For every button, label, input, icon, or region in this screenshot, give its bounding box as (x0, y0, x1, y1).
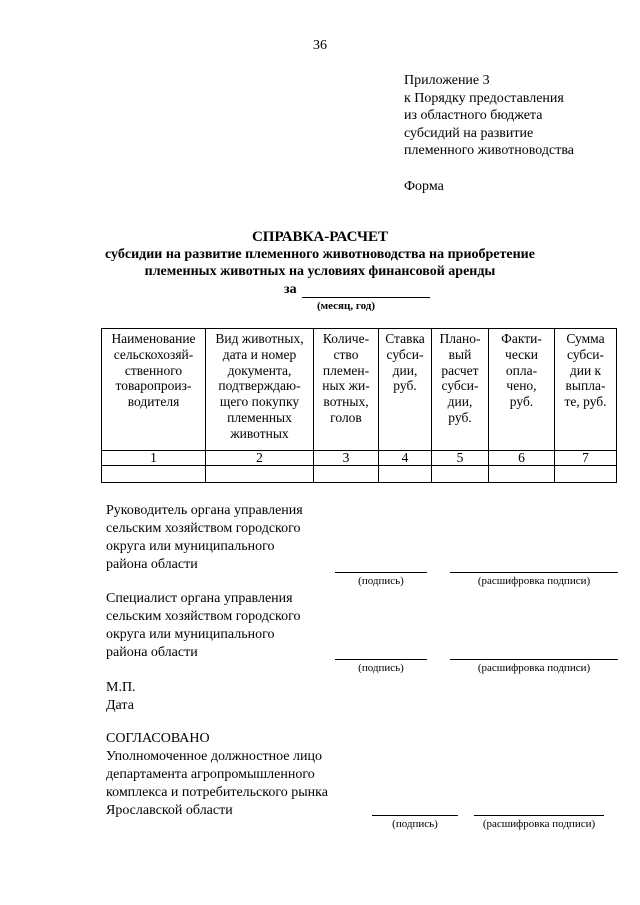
header-cell-line: щего покупку (219, 394, 300, 410)
header-cell (102, 329, 206, 451)
appendix-line: Приложение 3 (404, 73, 490, 88)
header-cell-line: вый (448, 346, 472, 362)
header-cell-line: Наименование (111, 331, 196, 346)
head-signature-line[interactable] (335, 572, 427, 573)
header-cell-line: Вид животных, (215, 331, 304, 346)
header-cell-line: сельскохозяй- (113, 346, 194, 362)
appendix-line: субсидий на развитие (404, 125, 534, 141)
header-cell-line: голов (330, 409, 362, 425)
table-cell[interactable] (555, 466, 617, 483)
column-number: 2 (206, 451, 314, 466)
header-cell-line: Плано- (439, 331, 481, 346)
header-cell-line: расчет (441, 362, 479, 378)
header-cell-line: дии, (392, 362, 418, 378)
table-cell[interactable] (432, 466, 489, 483)
text-line: Специалист органа управления (106, 591, 293, 606)
specialist-decode-line[interactable] (450, 659, 618, 660)
text-line: сельским хозяйством городского (106, 609, 301, 624)
header-cell-line: водителя (127, 394, 180, 410)
header-cell (555, 329, 617, 451)
header-cell-line: выпла- (565, 378, 606, 394)
document-subtitle-line1: субсидии на развитие племенного животноводства на приобретение (105, 247, 535, 262)
agreed-block (106, 730, 328, 820)
signature-hint: (подпись) (392, 818, 438, 830)
header-cell-line: руб. (393, 378, 417, 394)
table-data-row (102, 466, 617, 483)
column-number: 7 (555, 451, 617, 466)
text-line: округа или муниципального (106, 627, 275, 642)
column-number: 6 (489, 451, 555, 466)
header-cell-line: подтверждаю- (218, 378, 301, 394)
head-decode-line[interactable] (450, 572, 618, 573)
column-number: 1 (102, 451, 206, 466)
text-line: района области (106, 645, 198, 660)
document-title: СПРАВКА-РАСЧЕТ (251, 229, 389, 245)
calculation-table (101, 328, 617, 483)
header-cell-line: животных (230, 425, 289, 441)
appendix-block (404, 72, 624, 196)
table-number-row (102, 451, 617, 466)
specialist-signature-line[interactable] (335, 659, 427, 660)
column-number: 4 (379, 451, 432, 466)
table-cell[interactable] (379, 466, 432, 483)
agreed-heading: СОГЛАСОВАНО (106, 731, 210, 746)
appendix-line: к Порядку предоставления (404, 90, 564, 106)
header-cell-line: дии, (447, 394, 473, 410)
header-cell-line: дии к (569, 362, 602, 378)
table-cell[interactable] (314, 466, 379, 483)
header-cell-line: опла- (505, 362, 538, 378)
header-cell (432, 329, 489, 451)
official-decode-line[interactable] (474, 815, 604, 816)
date-label: Дата (106, 698, 134, 713)
text-line: комплекса и потребительского рынка (106, 785, 328, 800)
head-position-text (106, 502, 303, 574)
signature-hint: (подпись) (358, 662, 404, 674)
header-cell-line: руб. (448, 409, 472, 425)
header-cell-line: субси- (386, 346, 424, 362)
header-cell-line: документа, (227, 362, 292, 378)
period-fill-line[interactable] (302, 297, 430, 298)
text-line: Ярославской области (106, 803, 233, 818)
document-subtitle-line2: племенных животных на условиях финансовой аренды (144, 264, 496, 279)
header-cell (206, 329, 314, 451)
header-cell-line: ных жи- (322, 378, 370, 394)
appendix-line: из областного бюджета (404, 108, 543, 124)
form-label: Форма (404, 178, 444, 194)
text-line: района области (106, 557, 198, 572)
header-cell-line: дата и номер (222, 346, 297, 362)
text-line: Уполномоченное должностное лицо (106, 749, 322, 764)
stamp-date-block (106, 679, 136, 715)
header-cell-line: племен- (322, 362, 370, 378)
header-cell (379, 329, 432, 451)
header-cell-line: чено, (506, 378, 537, 394)
header-cell (489, 329, 555, 451)
header-cell-line: ство (333, 346, 359, 362)
column-number: 5 (432, 451, 489, 466)
table-cell[interactable] (489, 466, 555, 483)
header-cell-line: Ставка (385, 331, 425, 346)
decode-hint: (расшифровка подписи) (477, 575, 591, 587)
decode-hint: (расшифровка подписи) (482, 818, 596, 830)
header-cell (314, 329, 379, 451)
text-line: округа или муниципального (106, 539, 275, 554)
signature-hint: (подпись) (358, 575, 404, 587)
header-cell-line: те, руб. (564, 394, 607, 410)
decode-hint: (расшифровка подписи) (477, 662, 591, 674)
header-cell-line: товаропроиз- (115, 378, 192, 394)
text-line: департамента агропромышленного (106, 767, 315, 782)
header-cell-line: субси- (441, 378, 479, 394)
table-header-row (102, 329, 617, 451)
period-prefix: за (284, 282, 297, 297)
period-hint: (месяц, год) (317, 300, 375, 312)
header-cell-line: чески (505, 346, 538, 362)
specialist-position-text (106, 590, 301, 662)
header-cell-line: Сумма (566, 331, 605, 346)
text-line: сельским хозяйством городского (106, 521, 301, 536)
column-number: 3 (314, 451, 379, 466)
stamp-label: М.П. (106, 680, 136, 695)
table-cell[interactable] (206, 466, 314, 483)
appendix-line: племенного животноводства (404, 143, 574, 159)
official-signature-line[interactable] (372, 815, 458, 816)
page-number: 36 (313, 38, 327, 53)
header-cell-line: субси- (567, 346, 604, 362)
text-line: Руководитель органа управления (106, 503, 303, 518)
header-cell-line: Количе- (322, 331, 370, 346)
table-cell[interactable] (102, 466, 206, 483)
header-cell-line: племенных (227, 409, 292, 425)
header-cell-line: Факти- (501, 331, 542, 346)
header-cell-line: ственного (124, 362, 183, 378)
header-cell-line: руб. (509, 394, 534, 410)
header-cell-line: вотных, (323, 394, 369, 410)
